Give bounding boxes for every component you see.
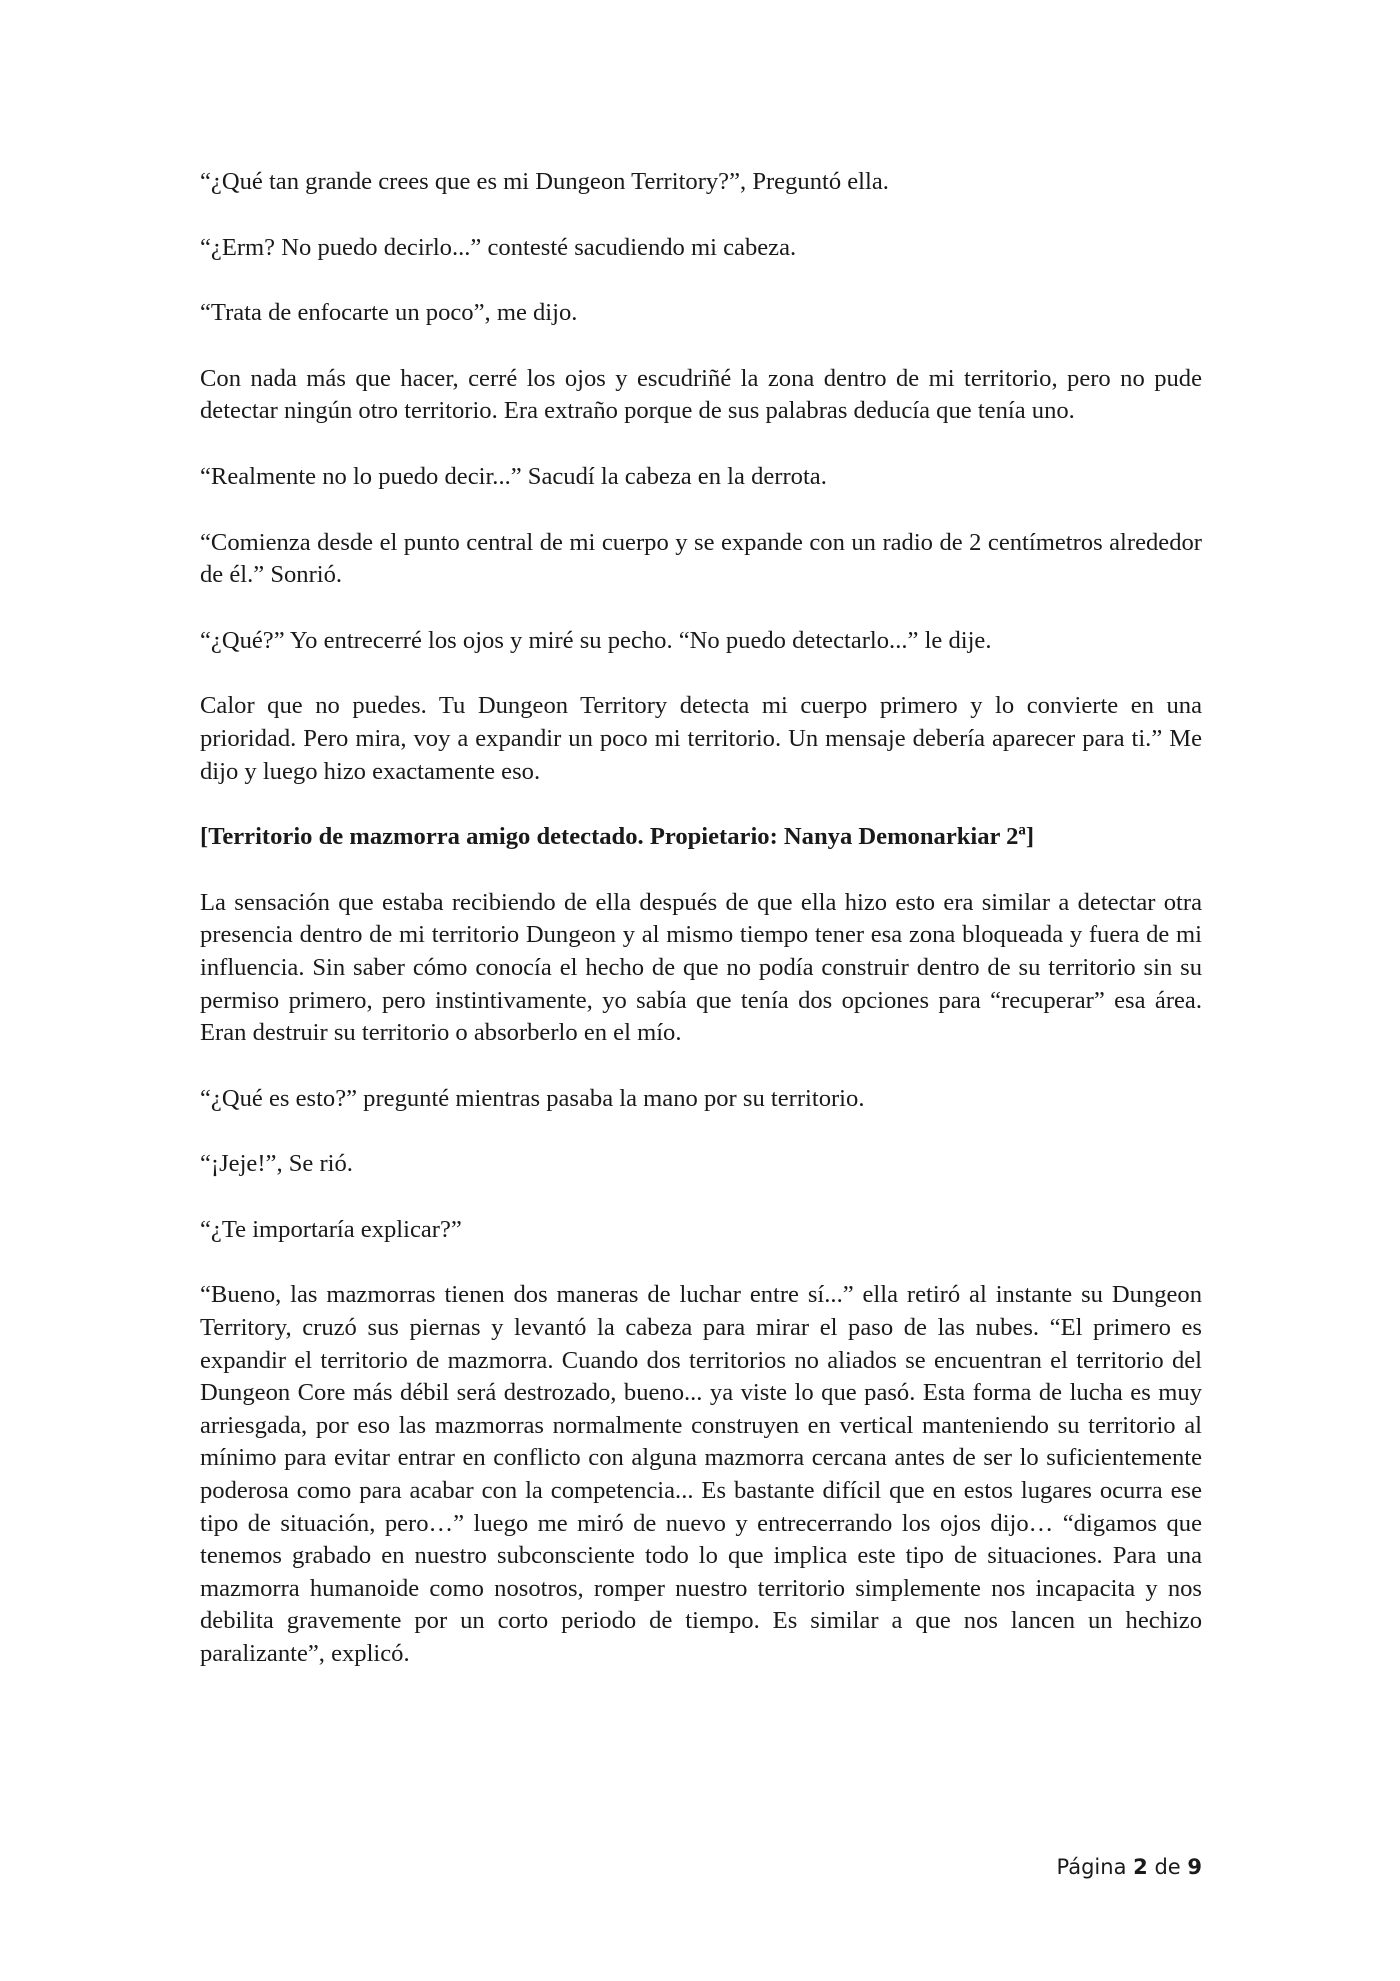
paragraph: “Realmente no lo puedo decir...” Sacudí la cabeza en la derrota. xyxy=(200,462,827,490)
paragraph: “Bueno, las mazmorras tienen dos maneras de luchar entre sí...” ella retiró al instante su Dungeon Territory, cruzó sus piernas y levantó la cabeza para mirar el paso de las nubes. “El primero es expandir el territorio de mazmorra. Cuando dos territorios no aliados se encuentran el territorio del Dungeon Core más débil será destrozado, bueno... ya viste lo que pasó. Esta forma de lucha es muy arriesgada, por eso las mazmorras normalmente construyen en vertical manteniendo su territorio al mínimo para evitar entrar en conflicto con alguna mazmorra cercana antes de ser lo suficientemente poderosa como para acabar con la competencia... Es bastante difícil que en estos lugares ocurra ese tipo de situación, pero…” luego me miró de nuevo y entrecerrando los ojos dijo… “digamos que tenemos grabado en nuestro subconsciente todo lo que implica este tipo de situaciones. Para una mazmorra humanoide como nosotros, romper nuestro territorio simplemente nos incapacita y nos debilita gravemente por un corto periodo de tiempo. Es similar a que nos lancen un hechizo paralizante”, explicó. xyxy=(200,1281,1202,1667)
page-body xyxy=(200,166,1202,1704)
paragraph: “¿Qué es esto?” pregunté mientras pasaba la mano por su territorio. xyxy=(200,1084,865,1112)
system-message: [Territorio de mazmorra amigo detectado. Propietario: Nanya Demonarkiar 2ª] xyxy=(200,823,1035,851)
paragraph: “Comienza desde el punto central de mi cuerpo y se expande con un radio de 2 centímetros alrededor de él.” Sonrió. xyxy=(200,528,1202,589)
page-number-separator: de xyxy=(1154,1855,1181,1879)
page-number xyxy=(1057,1855,1203,1879)
paragraph: Con nada más que hacer, cerré los ojos y escudriñé la zona dentro de mi territorio, pero no pude detectar ningún otro territorio. Era extraño porque de sus palabras deducía que tenía uno. xyxy=(200,364,1202,425)
page-number-label: Página xyxy=(1056,1855,1127,1879)
paragraph: “Trata de enfocarte un poco”, me dijo. xyxy=(200,299,578,327)
paragraph: Calor que no puedes. Tu Dungeon Territory detecta mi cuerpo primero y lo convierte en una prioridad. Pero mira, voy a expandir un poco mi territorio. Un mensaje debería aparecer para ti.” Me dijo y luego hizo exactamente eso. xyxy=(200,692,1202,785)
page-number-current: 2 xyxy=(1133,1855,1148,1879)
paragraph: “¡Jeje!”, Se rió. xyxy=(200,1150,353,1178)
paragraph: La sensación que estaba recibiendo de ella después de que ella hizo esto era similar a detectar otra presencia dentro de mi territorio Dungeon y al mismo tiempo tener esa zona bloqueada y fuera de mi influencia. Sin saber cómo conocía el hecho de que no podía construir dentro de su territorio sin su permiso primero, pero instintivamente, yo sabía que tenía dos opciones para “recuperar” esa área. Eran destruir su territorio o absorberlo en el mío. xyxy=(200,888,1202,1047)
paragraph: “¿Te importaría explicar?” xyxy=(200,1215,462,1243)
paragraph: “¿Qué tan grande crees que es mi Dungeon Territory?”, Preguntó ella. xyxy=(200,168,889,195)
paragraph: “¿Qué?” Yo entrecerré los ojos y miré su pecho. “No puedo detectarlo...” le dije. xyxy=(200,626,992,654)
page-number-total: 9 xyxy=(1187,1855,1202,1879)
paragraph: “¿Erm? No puedo decirlo...” contesté sacudiendo mi cabeza. xyxy=(200,233,797,261)
